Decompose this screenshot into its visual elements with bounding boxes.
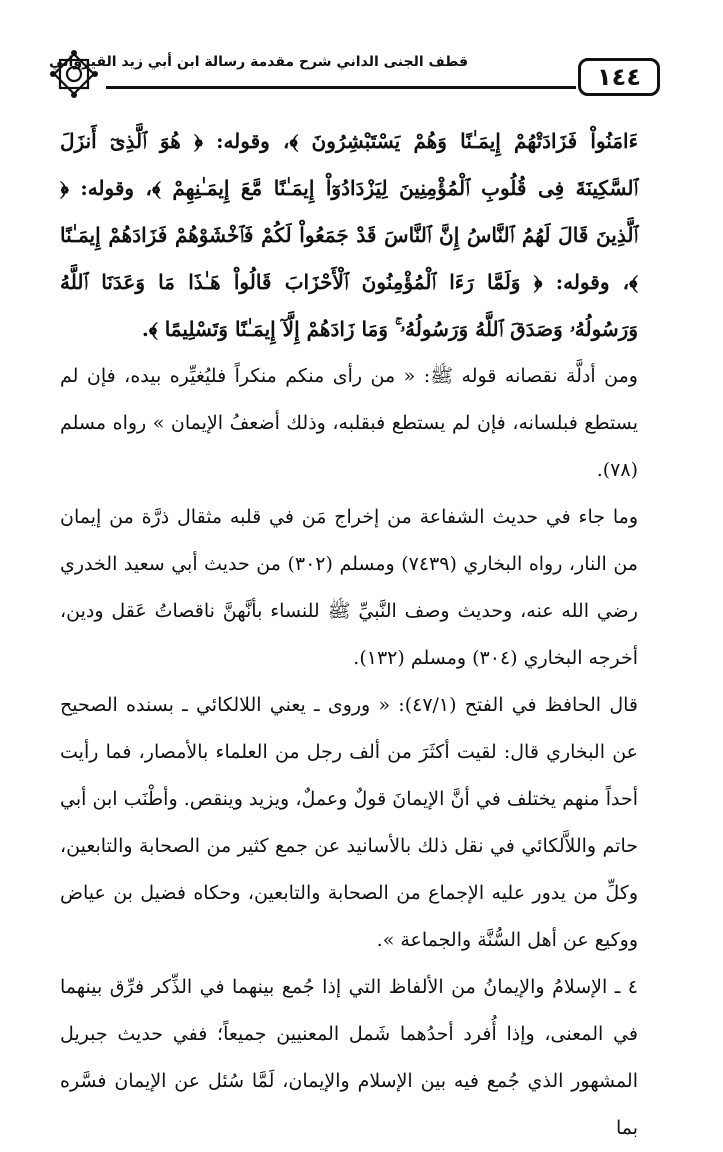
text-paragraph: قال الحافظ في الفتح (٤٧/١): « وروى ـ يعني اللالكائي ـ بسنده الصحيح عن البخاري قال: لقيت أكثَرَ من ألف رجل من العلماء بالأمصار، فما رأيت أحداً منهم يختلف في أنَّ الإيمانَ قولٌ وعملٌ، ويزيد وينقص. وأطْنَب ابن أبي حاتم واللاَّلكائي في نقل ذلك بالأسانيد عن جمع كثير من الصحابة والتابعين، وكلِّ من يدور عليه الإجماع من الصحابة والتابعين، وحكاه فضيل بن عياض ووكيع عن أهل السُّنَّة والجماعة ». bbox=[60, 694, 638, 951]
header-divider bbox=[106, 86, 576, 89]
text-paragraph: ومن أدلَّة نقصانه قوله ﷺ: « من رأى منكم منكراً فليُغيِّره بيده، فإن لم يستطع فبلسانه، فإن لم يستطع فبقلبه، وذلك أضعفُ الإيمان » رواه مسلم (٧٨). bbox=[60, 365, 638, 481]
text-paragraph: ٤ ـ الإسلامُ والإيمانُ من الألفاظ التي إذا جُمع بينهما في الذِّكر فرِّق بينهما في المعنى، وإذا أُفرد أحدُهما شَمل المعنيين جميعاً؛ ففي حديث جبريل المشهور الذي جُمع فيه بين الإسلام والإيمان، لَمَّا سُئل عن الإيمان فسَّره بما bbox=[60, 976, 638, 1139]
text-paragraph: وما جاء في حديث الشفاعة من إخراج مَن في قلبه مثقال ذرَّة من إيمان من النار، رواه البخاري (٧٤٣٩) ومسلم (٣٠٢) من حديث أبي سعيد الخدري رضي الله عنه، وحديث وصف النَّبيِّ ﷺ للنساء بأنَّهنَّ ناقصاتُ عَقل ودين، أخرجه البخاري (٣٠٤) ومسلم (١٣٢). bbox=[60, 506, 638, 669]
quran-verses-paragraph: ءَامَنُواْ فَزَادَتْهُمْ إِيمَـٰنًا وَهُمْ يَسْتَبْشِرُونَ ﴾، وقوله: ﴿ هُوَ ٱلَّذِىٓ أَنزَلَ ٱلسَّكِينَةَ فِى قُلُوبِ ٱلْمُؤْمِنِينَ لِيَزْدَادُوٓاْ إِيمَـٰنًا مَّعَ إِيمَـٰنِهِمْ ﴾، وقوله: ﴿ ٱلَّذِينَ قَالَ لَهُمُ ٱلنَّاسُ إِنَّ ٱلنَّاسَ قَدْ جَمَعُواْ لَكُمْ فَٱخْشَوْهُمْ فَزَادَهُمْ إِيمَـٰنًا ﴾، وقوله: ﴿ وَلَمَّا رَءَا ٱلْمُؤْمِنُونَ ٱلْأَحْزَابَ قَالُواْ هَـٰذَا مَا وَعَدَنَا ٱللَّهُ وَرَسُولُهُۥ وَصَدَقَ ٱللَّهُ وَرَسُولُهُۥ ۚ وَمَا زَادَهُمْ إِلَّآ إِيمَـٰنًا وَتَسْلِيمًا ﴾. bbox=[60, 129, 638, 341]
page-header bbox=[48, 46, 668, 104]
book-title: قطف الجنى الداني شرح مقدمة رسالة ابن أبي زيد القيرواني bbox=[49, 54, 468, 70]
body-text bbox=[60, 118, 638, 1152]
page-number: ١٤٤ bbox=[578, 58, 660, 96]
